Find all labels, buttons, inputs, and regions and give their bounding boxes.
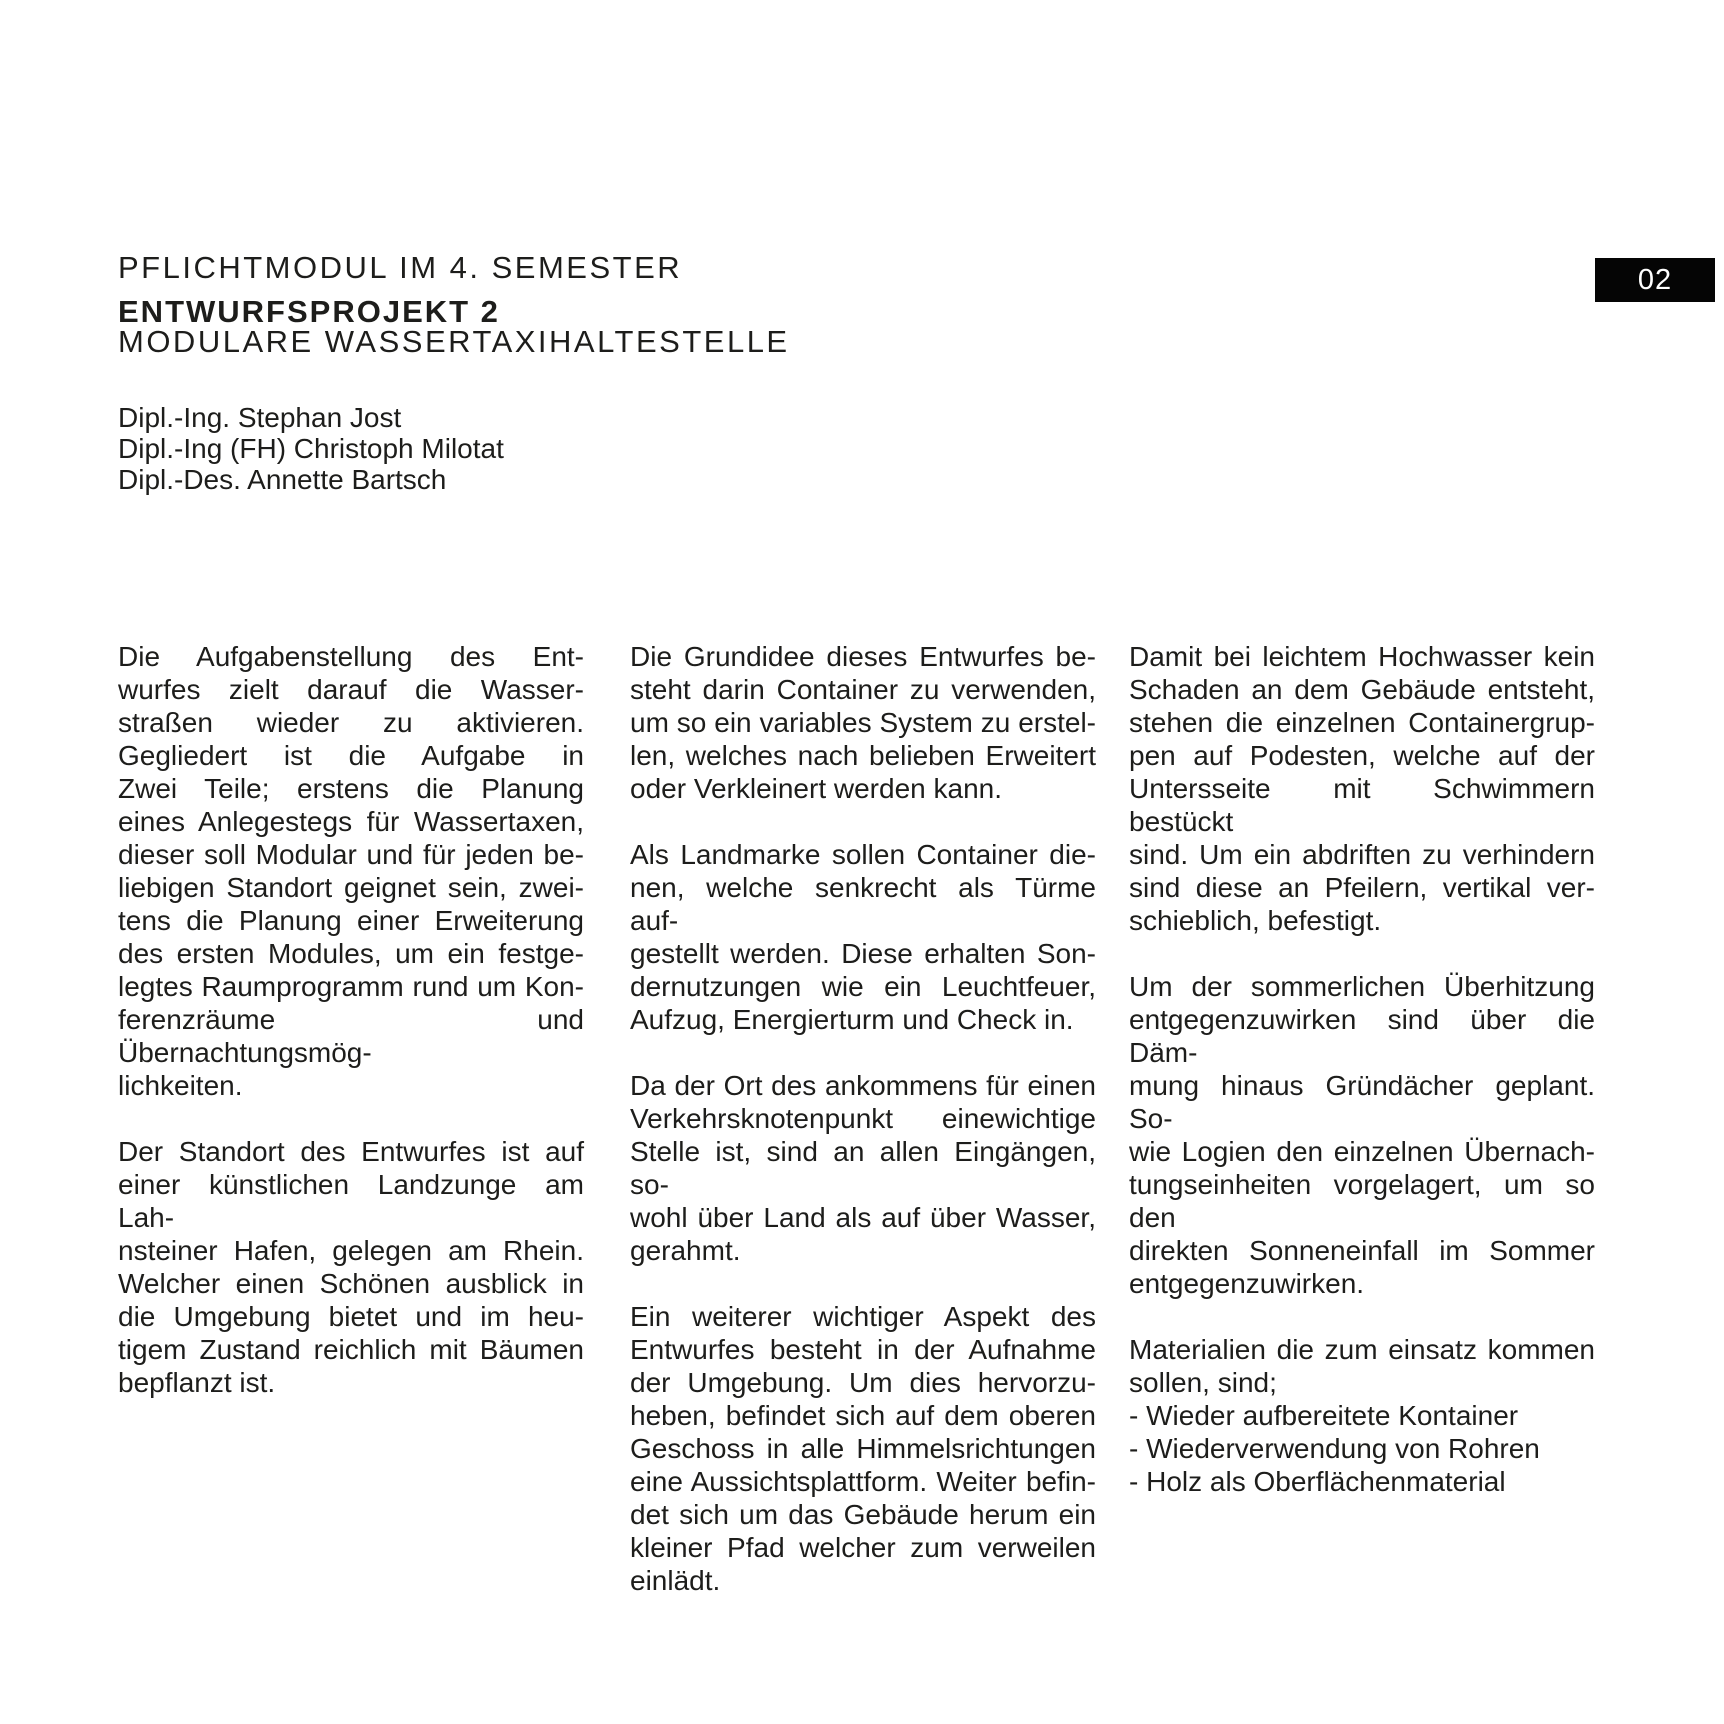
- text-line: nsteiner Hafen, gelegen am Rhein.: [118, 1235, 584, 1266]
- text-line: Der Standort des Entwurfes ist auf: [118, 1136, 584, 1167]
- text-line: Ein weiterer wichtiger Aspekt des: [630, 1301, 1096, 1332]
- text-line: Damit bei leichtem Hochwasser kein: [1129, 641, 1595, 672]
- text-line: Die Grundidee dieses Entwurfes be-: [630, 641, 1096, 672]
- text-line: gestellt werden. Diese erhalten Son-: [630, 938, 1096, 969]
- text-line: sind. Um ein abdriften zu verhindern: [1129, 839, 1595, 870]
- text-line: Zwei Teile; erstens die Planung: [118, 773, 584, 804]
- text-line: tens die Planung einer Erweiterung: [118, 905, 584, 936]
- text-column-2: [630, 640, 1096, 1597]
- paragraph: [1129, 1333, 1595, 1498]
- project-title: ENTWURFSPROJEKT 2: [118, 294, 500, 329]
- text-line: pen auf Podesten, welche auf der: [1129, 740, 1595, 771]
- paragraph: [1129, 640, 1595, 937]
- text-line: die Umgebung bietet und im heu-: [118, 1301, 584, 1332]
- text-line: kleiner Pfad welcher zum verweilen: [630, 1532, 1096, 1563]
- text-line: dernutzungen wie ein Leuchtfeuer,: [630, 971, 1096, 1002]
- text-line: wie Logien den einzelnen Übernach-: [1129, 1136, 1595, 1167]
- text-line: entgegenzuwirken sind über die Däm-: [1129, 1004, 1595, 1068]
- text-line: straßen wieder zu aktivieren.: [118, 707, 584, 738]
- text-line: wurfes zielt darauf die Wasser-: [118, 674, 584, 705]
- text-line: schieblich, befestigt.: [1129, 905, 1382, 936]
- paragraph: [630, 1069, 1096, 1267]
- text-line: um so ein variables System zu erstel-: [630, 707, 1096, 738]
- paragraph: [630, 640, 1096, 805]
- paragraph: [630, 1300, 1096, 1597]
- text-line: Untersseite mit Schwimmern bestückt: [1129, 773, 1595, 837]
- text-line: Entwurfes besteht in der Aufnahme: [630, 1334, 1096, 1365]
- text-line: eines Anlegestegs für Wassertaxen,: [118, 806, 584, 837]
- paragraph: [1129, 970, 1595, 1300]
- paragraph: [118, 1135, 584, 1399]
- text-line: Gegliedert ist die Aufgabe in: [118, 740, 584, 771]
- paragraph: [630, 838, 1096, 1036]
- text-line: einer künstlichen Landzunge am Lah-: [118, 1169, 584, 1233]
- author-line: Dipl.-Des. Annette Bartsch: [118, 464, 447, 495]
- text-line: Aufzug, Energierturm und Check in.: [630, 1004, 1074, 1035]
- text-line: liebigen Standort geignet sein, zwei-: [118, 872, 584, 903]
- text-line: Verkehrsknotenpunkt einewichtige: [630, 1103, 1096, 1134]
- text-line: lichkeiten.: [118, 1070, 243, 1101]
- text-line: wohl über Land als auf über Wasser,: [630, 1202, 1096, 1233]
- text-line: bepflanzt ist.: [118, 1367, 276, 1398]
- text-line: Materialien die zum einsatz kommen: [1129, 1334, 1595, 1365]
- module-kicker: PFLICHTMODUL IM 4. SEMESTER: [118, 250, 683, 285]
- project-subtitle: MODULARE WASSERTAXIHALTESTELLE: [118, 324, 790, 359]
- text-line: Schaden an dem Gebäude entsteht,: [1129, 674, 1595, 705]
- text-line: - Wiederverwendung von Rohren: [1129, 1433, 1540, 1464]
- text-line: tungseinheiten vorgelagert, um so den: [1129, 1169, 1595, 1233]
- text-line: mung hinaus Gründächer geplant. So-: [1129, 1070, 1595, 1134]
- text-line: det sich um das Gebäude herum ein: [630, 1499, 1096, 1530]
- text-line: des ersten Modules, um ein festge-: [118, 938, 584, 969]
- text-line: sind diese an Pfeilern, vertikal ver-: [1129, 872, 1595, 903]
- text-line: ferenzräume und Übernachtungsmög-: [118, 1004, 584, 1068]
- text-line: direkten Sonneneinfall im Sommer: [1129, 1235, 1595, 1266]
- text-line: steht darin Container zu verwenden,: [630, 674, 1096, 705]
- text-line: Welcher einen Schönen ausblick in: [118, 1268, 584, 1299]
- author-line: Dipl.-Ing. Stephan Jost: [118, 402, 402, 433]
- authors-block: [118, 402, 504, 495]
- text-line: stehen die einzelnen Containergrup-: [1129, 707, 1595, 738]
- text-line: Geschoss in alle Himmelsrichtungen: [630, 1433, 1096, 1464]
- text-line: - Holz als Oberflächenmaterial: [1129, 1466, 1506, 1497]
- text-line: eine Aussichtsplattform. Weiter befin-: [630, 1466, 1096, 1497]
- paragraph: [118, 640, 584, 1102]
- text-line: sollen, sind;: [1129, 1367, 1277, 1398]
- text-line: - Wieder aufbereitete Kontainer: [1129, 1400, 1519, 1431]
- text-line: len, welches nach belieben Erweitert: [630, 740, 1096, 771]
- text-line: Die Aufgabenstellung des Ent-: [118, 641, 584, 672]
- author-line: Dipl.-Ing (FH) Christoph Milotat: [118, 433, 504, 464]
- text-line: gerahmt.: [630, 1235, 741, 1266]
- text-line: heben, befindet sich auf dem oberen: [630, 1400, 1096, 1431]
- text-line: legtes Raumprogramm rund um Kon-: [118, 971, 584, 1002]
- text-line: Stelle ist, sind an allen Eingängen, so-: [630, 1136, 1096, 1200]
- text-line: der Umgebung. Um dies hervorzu-: [630, 1367, 1096, 1398]
- text-line: entgegenzuwirken.: [1129, 1268, 1365, 1299]
- page-number-badge: 02: [1595, 258, 1715, 302]
- text-line: einlädt.: [630, 1565, 721, 1596]
- text-line: oder Verkleinert werden kann.: [630, 773, 1002, 804]
- text-line: tigem Zustand reichlich mit Bäumen: [118, 1334, 584, 1365]
- text-line: dieser soll Modular und für jeden be-: [118, 839, 584, 870]
- text-line: Da der Ort des ankommens für einen: [630, 1070, 1096, 1101]
- text-column-3: [1129, 640, 1595, 1498]
- text-line: Als Landmarke sollen Container die-: [630, 839, 1096, 870]
- text-line: nen, welche senkrecht als Türme auf-: [630, 872, 1096, 936]
- text-column-1: [118, 640, 584, 1399]
- text-line: Um der sommerlichen Überhitzung: [1129, 971, 1595, 1002]
